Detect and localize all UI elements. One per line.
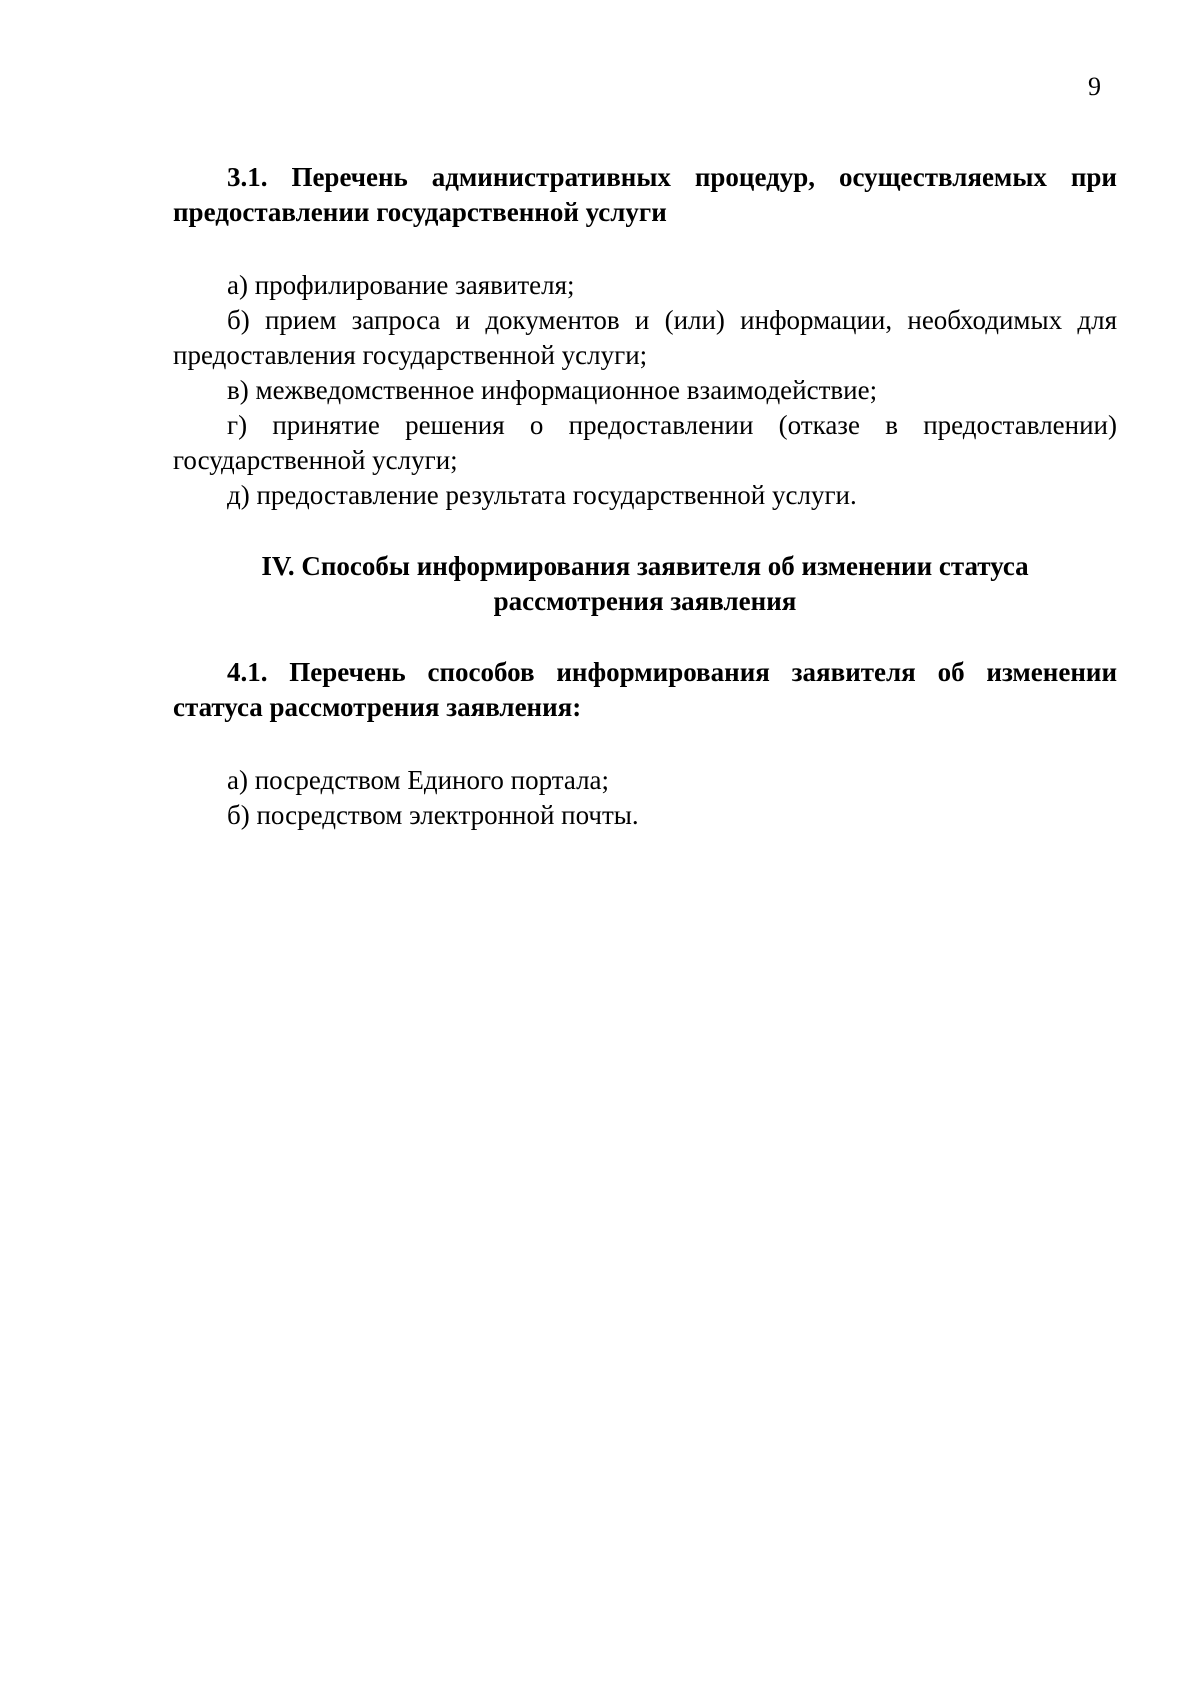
section-3-1-list (173, 268, 1117, 513)
list-item: г) принятие решения о предоставлении (отказе в предоставлении) государственной услуги; (173, 410, 1117, 475)
page-number: 9 (1088, 72, 1101, 101)
list-item: б) прием запроса и документов и (или) информации, необходимых для предоставления государственной услуги; (173, 305, 1117, 370)
section-4-heading (173, 549, 1117, 619)
list-item: а) профилирование заявителя; (227, 270, 575, 300)
list-item: б) посредством электронной почты. (227, 800, 639, 830)
section-4-heading-line2: рассмотрения заявления (493, 586, 797, 616)
section-4-1-heading: 4.1. Перечень способов информирования заявителя об изменении статуса рассмотрения заявления: (173, 657, 1117, 722)
list-item: в) межведомственное информационное взаимодействие; (227, 375, 878, 405)
section-4-1-list (173, 763, 1117, 833)
document-body (173, 160, 1117, 833)
section-3-1-heading: 3.1. Перечень административных процедур, осуществляемых при предоставлении государственной услуги (173, 162, 1117, 227)
section-4-heading-line1: IV. Способы информирования заявителя об изменении статуса (261, 551, 1029, 581)
list-item: д) предоставление результата государственной услуги. (227, 480, 857, 510)
list-item: а) посредством Единого портала; (227, 765, 610, 795)
